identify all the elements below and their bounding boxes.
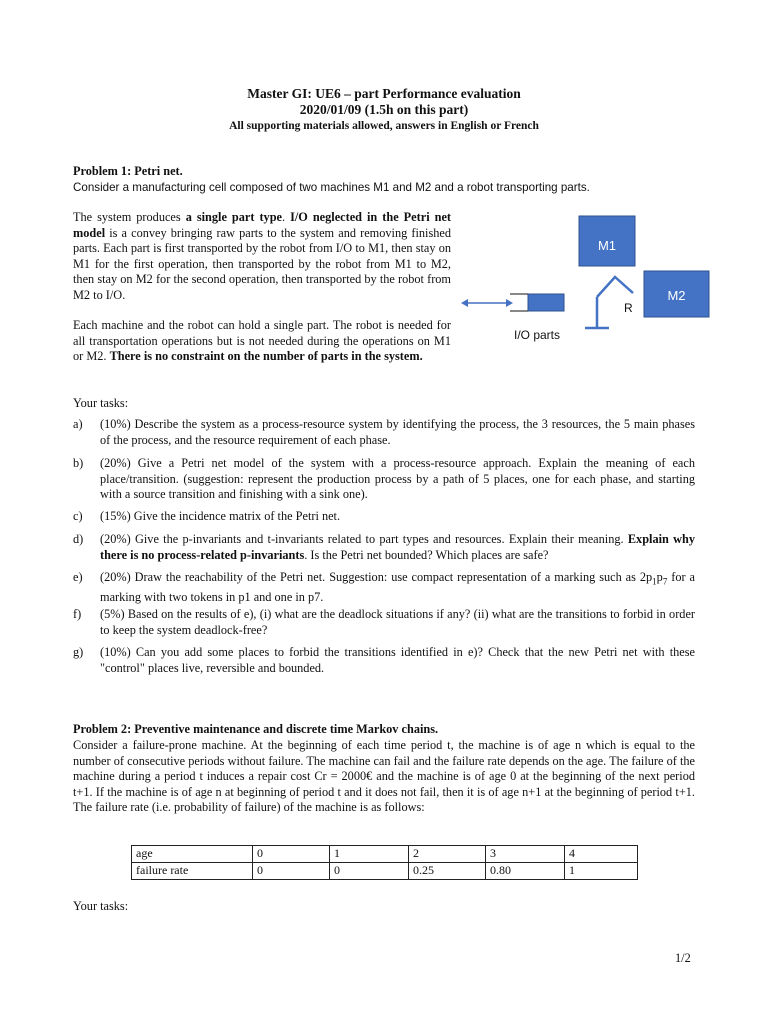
- table-cell: 2: [409, 846, 486, 863]
- task-d-text: [100, 532, 695, 563]
- failure-rate-table: [131, 845, 638, 880]
- task-c-label: c): [73, 509, 83, 523]
- exam-title: Master GI: UE6 – part Performance evaluation: [247, 86, 521, 101]
- problem2-body: Consider a failure-prone machine. At the beginning of each time period t, the machine is of age n which is equal to the number of consecutive periods without failure. The machine can fail and the failure rate depends on the age. The failure of the machine during a period t induces a repair cost Cr = 2000€ and the machine is of age 0 at the beginning of the next period t+1. If the machine is of age n at beginning of period t and it does not fail, then it is of age n+1 at the beginning of period t+1. The failure rate (i.e. probability of failure) of the machine is as follows:: [73, 738, 695, 815]
- task-b-text: (20%) Give a Petri net model of the system with a process-resource approach. Explain the meaning of each place/transition. (suggestion: represent the production process by a path of 5 places, one for each phase, and starting with a source transition and finishing with a sink one).: [100, 456, 695, 502]
- table-cell: 0: [253, 846, 330, 863]
- table-cell: 0: [253, 863, 330, 880]
- para2-text-bold: There is no constraint on the number of parts in the system.: [109, 349, 423, 364]
- task-c: [73, 509, 695, 525]
- figure-drawing: [458, 215, 718, 350]
- table-cell: 4: [565, 846, 638, 863]
- task-e: [73, 570, 695, 606]
- problem2-tasks-label: Your tasks:: [73, 899, 129, 913]
- para1-text-e: is a convey bringing raw parts to the system and removing finished parts. Each part is first transported by the robot from I/O to M1, then stay on M1 for the first operation, then transported by the robot from M1 to M2, then stay on M2 for the second operation, then transported by the robot from M2 to I/O.: [73, 225, 451, 302]
- task-b: [73, 456, 695, 503]
- m1-label: M1: [597, 238, 617, 253]
- task-d-text-bold: Explain why there is no process-related p-invariants: [100, 532, 695, 562]
- problem1-tasks-label: Your tasks:: [73, 396, 129, 410]
- exam-date: 2020/01/09 (1.5h on this part): [299, 102, 469, 117]
- task-g-text: (10%) Can you add some places to forbid the transitions identified in e)? Check that the new Petri net with these "control" places live, reversible and bounded.: [100, 645, 695, 675]
- table-row: [132, 863, 638, 880]
- robot-arm-icon: [597, 277, 633, 297]
- task-a: [73, 417, 695, 448]
- problem1-heading: Problem 1: Petri net.: [73, 164, 183, 178]
- manufacturing-cell-figure: [458, 215, 718, 350]
- io-arrow-right-head: [506, 299, 513, 307]
- task-e-text-c: for a marking with two tokens in p1 and one in p7.: [100, 570, 695, 605]
- task-a-label: a): [73, 417, 83, 431]
- para1-text-a: The system produces: [73, 210, 186, 224]
- table-cell: 0.25: [409, 863, 486, 880]
- table-cell: 1: [330, 846, 409, 863]
- io-part-box: [528, 294, 564, 311]
- task-d-label: d): [73, 532, 84, 546]
- table-cell: 1: [565, 863, 638, 880]
- task-g-label: g): [73, 645, 84, 659]
- task-g: [73, 645, 695, 676]
- problem1-intro: Consider a manufacturing cell composed of two machines M1 and M2 and a robot transporting parts.: [73, 181, 590, 194]
- table-cell: 0: [330, 863, 409, 880]
- table-cell: failure rate: [132, 863, 253, 880]
- para1-text-bold-a: a single part type: [185, 210, 282, 224]
- problem1-paragraph-1: [73, 210, 451, 304]
- problem2-heading: Problem 2: Preventive maintenance and discrete time Markov chains.: [73, 722, 439, 736]
- para1-text-bold-b: I/O neglected in the Petri net model: [73, 210, 452, 240]
- problem1-paragraph-2: [73, 318, 451, 365]
- task-f-label: f): [73, 607, 82, 621]
- task-d-text-a: (20%) Give the p-invariants and t-invariants related to part types and resources. Explain their meaning.: [100, 532, 628, 546]
- table-cell: age: [132, 846, 253, 863]
- task-e-label: e): [73, 570, 83, 584]
- task-e-subscript-1: 1: [652, 576, 657, 587]
- page-number: 1/2: [675, 951, 691, 965]
- task-a-text: (10%) Describe the system as a process-resource system by identifying the process, the 3 resources, the 5 main phases of the process, and the resource requirement of each phase.: [100, 417, 695, 447]
- table-cell: 3: [486, 846, 565, 863]
- robot-label: R: [624, 301, 633, 315]
- para1-text-c: .: [282, 210, 291, 224]
- task-e-text-b: p: [656, 570, 663, 584]
- task-e-subscript-2: 7: [662, 576, 668, 587]
- m2-label: M2: [667, 288, 686, 303]
- task-f-text: (5%) Based on the results of e), (i) what are the deadlock situations if any? (ii) what are the transitions to forbid in order to keep the system deadlock-free?: [100, 607, 695, 637]
- task-d: [73, 532, 695, 563]
- io-arrow-left-head: [461, 299, 468, 307]
- table-cell: 0.80: [486, 863, 565, 880]
- task-e-text: [100, 570, 695, 606]
- task-b-label: b): [73, 456, 84, 470]
- task-c-text: (15%) Give the incidence matrix of the Petri net.: [100, 509, 341, 523]
- failure-rate-table-wrap: [131, 845, 638, 880]
- task-d-text-c: . Is the Petri net bounded? Which places are safe?: [304, 547, 549, 562]
- task-e-text-a: (20%) Draw the reachability of the Petri net. Suggestion: use compact representation of a marking such as 2p: [100, 570, 653, 584]
- exam-note: All supporting materials allowed, answers in English or French: [229, 120, 539, 132]
- para2-text-a: Each machine and the robot can hold a single part. The robot is needed for all transportation operations but is not needed during the operations on M1 or M2.: [73, 318, 451, 364]
- task-f: [73, 607, 695, 638]
- io-parts-label: I/O parts: [514, 328, 561, 342]
- table-row: [132, 846, 638, 863]
